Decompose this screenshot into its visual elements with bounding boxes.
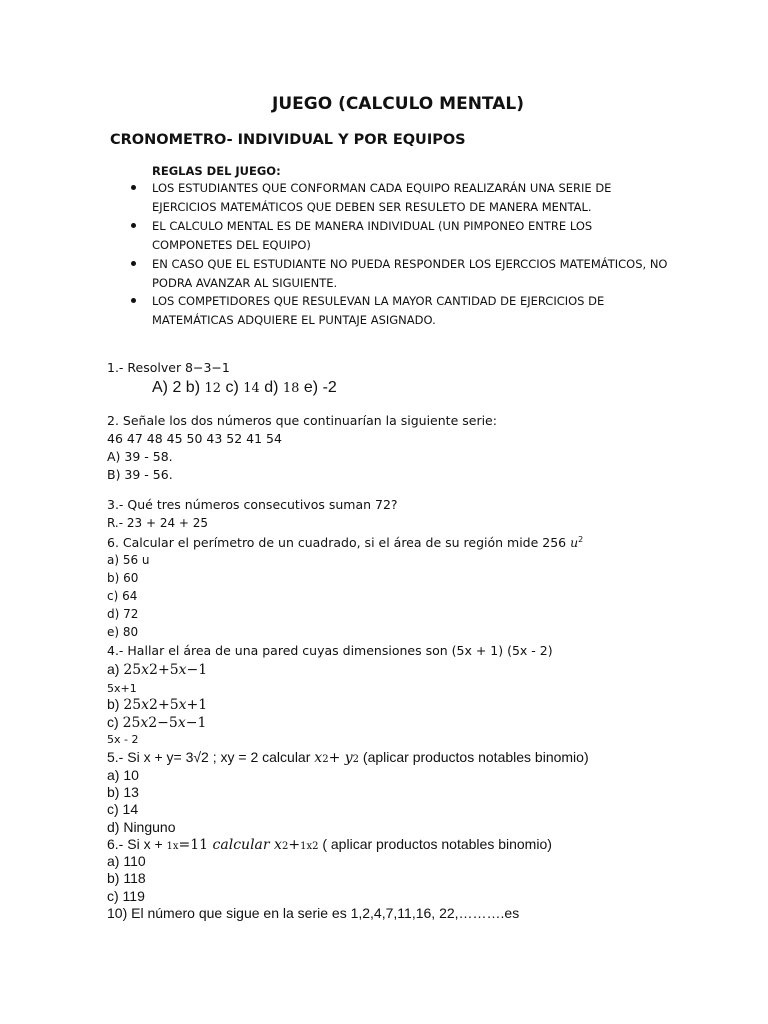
q4-b-label: b) — [107, 696, 124, 712]
question-6a-option: a) 56 u — [107, 553, 150, 567]
q4-a-expr: 25𝑥2+5𝑥−1 — [123, 662, 208, 678]
q5-y: 𝑦 — [344, 750, 353, 766]
bullet-icon — [131, 223, 136, 228]
q5-exp2: 2 — [352, 754, 360, 765]
q4-c-label: c) — [107, 714, 123, 730]
q1-opt-a: A) 2 b) — [152, 379, 205, 396]
question-2-prompt: 2. Señale los dos números que continuarían la siguiente serie: — [107, 413, 497, 428]
question-6b-option: a) 110 — [107, 853, 146, 869]
question-3-answer: R.- 23 + 24 + 25 — [107, 516, 209, 530]
q6b-eq: =11 — [178, 837, 213, 853]
q6b-calc: 𝑐𝑎𝑙𝑐𝑢𝑙𝑎𝑟 — [212, 837, 275, 853]
bullet-icon — [131, 185, 136, 190]
rule-item: EL CALCULO MENTAL ES DE MANERA INDIVIDUAL (UN PIMPONEO ENTRE LOS COMPONETES DEL EQUIPO) — [152, 219, 593, 252]
q5-exp1: 2 — [322, 754, 329, 765]
q1-sep-d: d) — [259, 379, 283, 396]
question-1-options — [152, 380, 337, 396]
q1-val-d: 18 — [282, 381, 300, 396]
question-6a-option: d) 72 — [107, 607, 139, 621]
q6b-frac2x: x2 — [306, 841, 319, 852]
bullet-icon — [131, 298, 136, 303]
q4-c-expr: 25𝑥2−5𝑥−1 — [122, 715, 207, 731]
question-4-note: 5x - 2 — [107, 733, 139, 746]
q1-opt-e: e) -2 — [299, 379, 337, 396]
question-10-prompt: 10) El número que sigue en la serie es 1,2,4,7,11,16, 22,……….es — [107, 905, 520, 921]
question-6a-prompt — [107, 536, 583, 550]
rule-item: LOS ESTUDIANTES QUE CONFORMAN CADA EQUIPO REALIZARÁN UNA SERIE DE EJERCICIOS MATEMÁTICOS QUE DEBEN SER RESULETO DE MANERA MENTAL. — [152, 181, 612, 214]
question-5-option: d) Ninguno — [107, 819, 176, 835]
rules-heading: REGLAS DEL JUEGO: — [152, 164, 281, 178]
q6b-exp1: 2 — [281, 841, 289, 852]
rule-item: LOS COMPETIDORES QUE RESULEVAN LA MAYOR CANTIDAD DE EJERCICIOS DE MATEMÁTICAS ADQUIERE EL PUNTAJE ASIGNADO. — [152, 294, 605, 327]
question-5-option: c) 14 — [107, 801, 139, 817]
q6b-frac2: 1 — [300, 841, 307, 852]
bullet-icon — [131, 261, 136, 266]
question-4-prompt: 4.- Hallar el área de una pared cuyas dimensiones son (5x + 1) (5x - 2) — [107, 643, 553, 658]
question-5-option: b) 13 — [107, 784, 139, 800]
question-6a-option: b) 60 — [107, 571, 139, 585]
question-6b-option: c) 119 — [107, 888, 145, 904]
q5-plus: + — [328, 750, 345, 766]
question-3-prompt: 3.- Qué tres números consecutivos suman 72? — [107, 497, 398, 512]
page-title: JUEGO (CALCULO MENTAL) — [272, 94, 524, 114]
q6a-text: 6. Calcular el perímetro de un cuadrado, si el área de su región mide 256 — [107, 535, 571, 551]
question-2-series: 46 47 48 45 50 43 52 41 54 — [107, 431, 282, 446]
q6b-post: ( aplicar productos notables binomio) — [318, 836, 552, 852]
page-subtitle: CRONOMETRO- INDIVIDUAL Y POR EQUIPOS — [110, 132, 466, 148]
rule-item: EN CASO QUE EL ESTUDIANTE NO PUEDA RESPONDER LOS EJERCCIOS MATEMÁTICOS, NO PODRA AVANZAR AL SIGUIENTE. — [152, 257, 668, 290]
q5-x: 𝑥 — [314, 750, 323, 766]
question-4-option-a — [107, 662, 207, 677]
question-5-prompt — [107, 750, 589, 765]
q1-sep-c: c) — [221, 379, 244, 396]
question-6b-prompt — [107, 837, 552, 852]
q4-a-label: a) — [107, 661, 124, 677]
question-6b-option: b) 118 — [107, 870, 146, 886]
question-4-option-b — [107, 697, 207, 712]
question-2-option-b: B) 39 - 56. — [107, 467, 173, 482]
q5-pre: 5.- Si x + y= 3√2 ; xy = 2 calcular — [107, 749, 315, 765]
q6a-exp: 2 — [578, 535, 584, 544]
q6b-pre: 6.- Si x + — [107, 836, 167, 852]
question-5-option: a) 10 — [107, 767, 139, 783]
q6b-frac1: 1 — [166, 841, 173, 852]
q6b-plus: + — [288, 837, 301, 853]
q6a-unit: u — [570, 535, 579, 551]
question-4-option-c — [107, 715, 206, 730]
question-6a-option: c) 64 — [107, 589, 138, 603]
question-1-prompt: 1.- Resolver 8−3−1 — [107, 360, 230, 375]
q1-val-c: 14 — [243, 381, 260, 396]
q5-post: (aplicar productos notables binomio) — [359, 749, 589, 765]
q6b-frac1x: x — [172, 841, 179, 852]
question-2-option-a: A) 39 - 58. — [107, 449, 173, 464]
q1-val-b: 12 — [204, 381, 222, 396]
question-6a-option: e) 80 — [107, 625, 139, 639]
q4-b-expr: 25𝑥2+5𝑥+1 — [123, 697, 208, 713]
q6b-x: 𝑥 — [274, 837, 282, 853]
question-4-note: 5x+1 — [107, 682, 137, 695]
